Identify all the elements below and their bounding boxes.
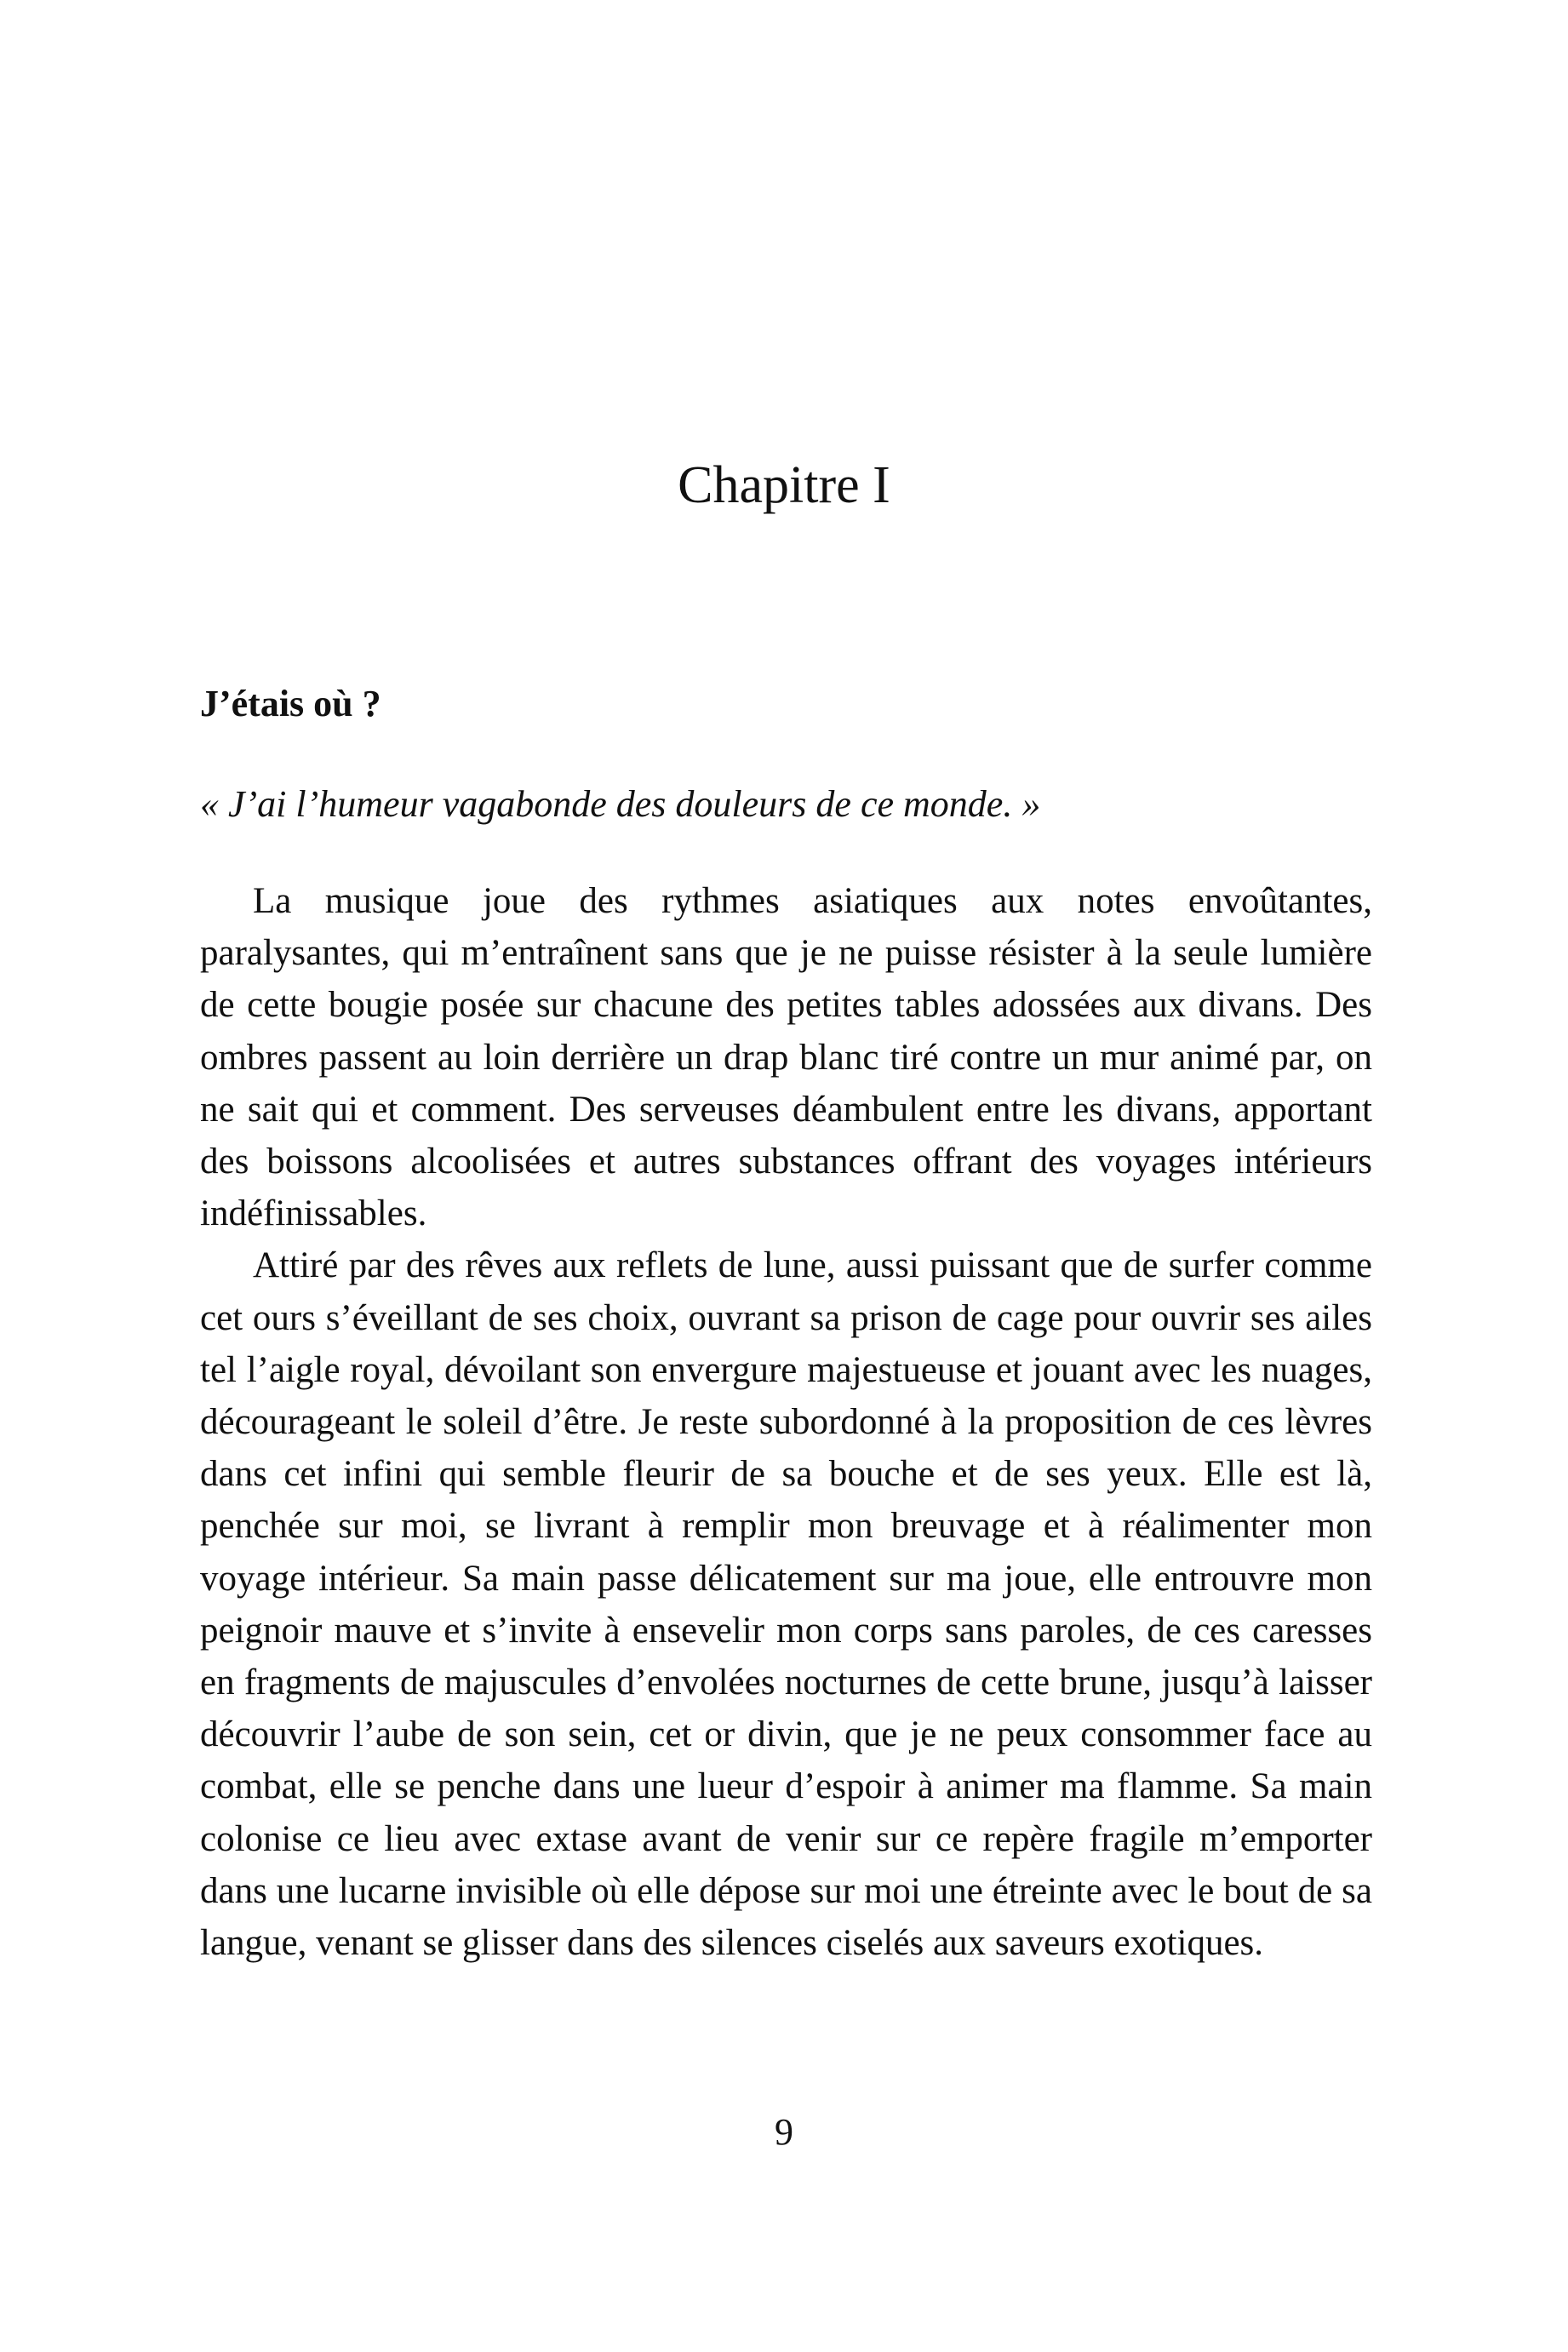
body-text — [200, 875, 1372, 1969]
paragraph: Attiré par des rêves aux reflets de lune, aussi puissant que de surfer comme cet ours s’éveillant de ses choix, ouvrant sa prison de cage pour ouvrir ses ailes tel l’aigle royal, dévoilant son envergure majestueuse et jouant avec les nuages, décourageant le soleil d’être. Je reste subordonné à la proposition de ces lèvres dans cet infini qui semble fleurir de sa bouche et de ses yeux. Elle est là, penchée sur moi, se livrant à remplir mon breuvage et à réalimenter mon voyage intérieur. Sa main passe délicatement sur ma joue, elle entrouvre mon peignoir mauve et s’invite à ensevelir mon corps sans paroles, de ces caresses en fragments de majuscules d’envolées nocturnes de cette brune, jusqu’à laisser découvrir l’aube de son sein, cet or divin, que je ne peux consommer face au combat, elle se penche dans une lueur d’espoir à animer ma flamme. Sa main colonise ce lieu avec extase avant de venir sur ce repère fragile m’emporter dans une lucarne invisible où elle dépose sur moi une étreinte avec le bout de sa langue, venant se glisser dans des silences ciselés aux saveurs exotiques. — [200, 1245, 1372, 1964]
section-heading: J’étais où ? — [200, 683, 381, 724]
epigraph-quote: « J’ai l’humeur vagabonde des douleurs de ce monde. » — [200, 783, 1041, 825]
page-number: 9 — [775, 2111, 793, 2153]
paragraph: La musique joue des rythmes asiatiques aux notes envoûtantes, paralysantes, qui m’entraînent sans que je ne puisse résister à la seule lumière de cette bougie posée sur chacune des petites tables adossées aux divans. Des ombres passent au loin derrière un drap blanc tiré contre un mur animé par, on ne sait qui et comment. Des serveuses déambulent entre les divans, apportant des boissons alcoolisées et autres substances offrant des voyages intérieurs indéfinissables. — [200, 881, 1372, 1234]
chapter-title: Chapitre I — [678, 456, 890, 514]
